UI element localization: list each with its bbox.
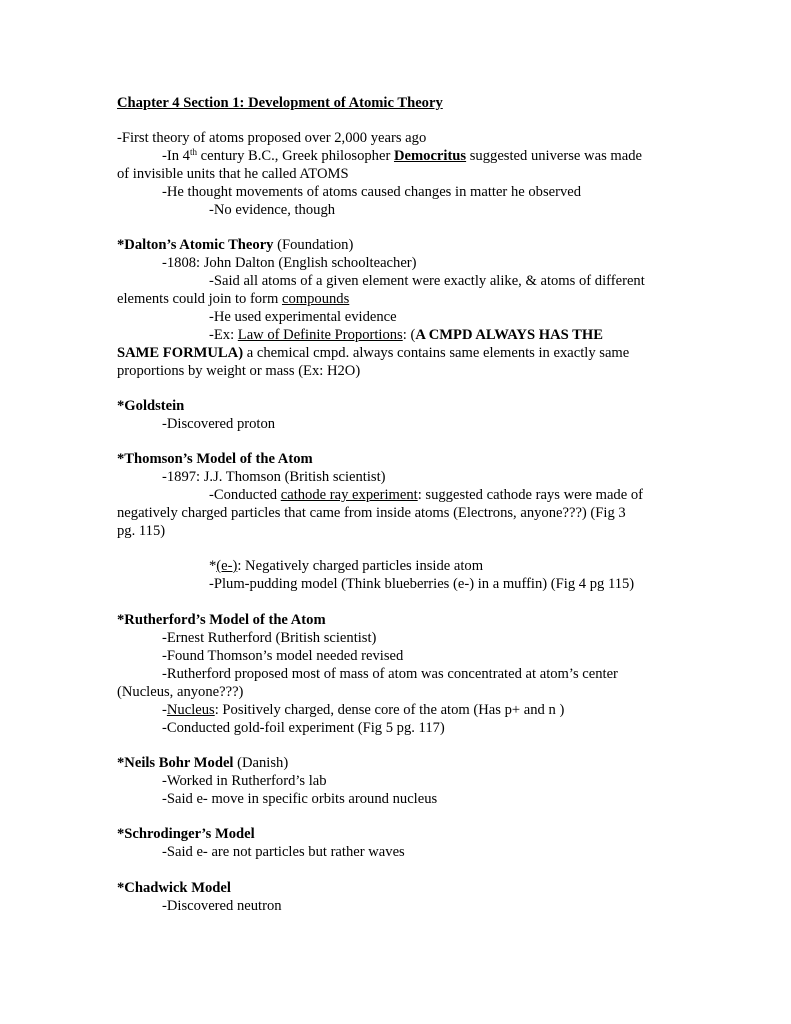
rutherford-line: -Ernest Rutherford (British scientist) (162, 630, 377, 646)
thomson-line: *(e-): Negatively charged particles inside atom (209, 558, 484, 574)
rutherford-line: (Nucleus, anyone???) (117, 684, 244, 700)
bohr-line: -Worked in Rutherford’s lab (162, 773, 327, 789)
section-heading-schrodinger: *Schrodinger’s Model (117, 826, 255, 842)
dalton-line: -Ex: Law of Definite Proportions: (A CMPD ALWAYS HAS THE (209, 327, 603, 343)
section-heading-bohr: *Neils Bohr Model (Danish) (117, 755, 289, 771)
chadwick-line: -Discovered neutron (162, 898, 282, 914)
section-heading-dalton: *Dalton’s Atomic Theory (Foundation) (117, 237, 354, 253)
intro-line: of invisible units that he called ATOMS (117, 166, 349, 182)
rutherford-line: -Found Thomson’s model needed revised (162, 648, 404, 664)
bohr-line: -Said e- move in specific orbits around nucleus (162, 791, 438, 807)
section-heading-chadwick: *Chadwick Model (117, 880, 231, 896)
rutherford-line: -Conducted gold-foil experiment (Fig 5 pg. 117) (162, 720, 445, 736)
thomson-line: -Conducted cathode ray experiment: suggested cathode rays were made of (209, 487, 644, 503)
section-heading-rutherford: *Rutherford’s Model of the Atom (117, 612, 326, 628)
dalton-line: -Said all atoms of a given element were exactly alike, & atoms of different (209, 273, 645, 289)
thomson-line: -1897: J.J. Thomson (British scientist) (162, 469, 386, 485)
thomson-line: pg. 115) (117, 523, 166, 539)
rutherford-line: -Nucleus: Positively charged, dense core of the atom (Has p+ and n ) (162, 702, 565, 718)
thomson-line: -Plum-pudding model (Think blueberries (e-) in a muffin) (Fig 4 pg 115) (209, 576, 635, 592)
dalton-line: elements could join to form compounds (117, 291, 350, 307)
section-heading-goldstein: *Goldstein (117, 398, 185, 414)
thomson-line: negatively charged particles that came from inside atoms (Electrons, anyone???) (Fig 3 (117, 505, 626, 521)
section-heading-thomson: *Thomson’s Model of the Atom (117, 451, 313, 467)
page-title: Chapter 4 Section 1: Development of Atomic Theory (117, 95, 443, 111)
intro-line: -He thought movements of atoms caused changes in matter he observed (162, 184, 582, 200)
rutherford-line: -Rutherford proposed most of mass of atom was concentrated at atom’s center (162, 666, 618, 682)
intro-line: -No evidence, though (209, 202, 336, 218)
goldstein-line: -Discovered proton (162, 416, 276, 432)
intro-line: -In 4th century B.C., Greek philosopher Democritus suggested universe was made (162, 147, 642, 164)
schrodinger-line: -Said e- are not particles but rather waves (162, 844, 405, 860)
dalton-line: SAME FORMULA) a chemical cmpd. always contains same elements in exactly same (117, 345, 630, 361)
democritus-term: Democritus (393, 148, 467, 164)
dalton-line: proportions by weight or mass (Ex: H2O) (117, 363, 361, 379)
intro-line: -First theory of atoms proposed over 2,000 years ago (117, 130, 427, 146)
dalton-line: -He used experimental evidence (209, 309, 397, 325)
dalton-line: -1808: John Dalton (English schoolteacher) (162, 255, 417, 271)
